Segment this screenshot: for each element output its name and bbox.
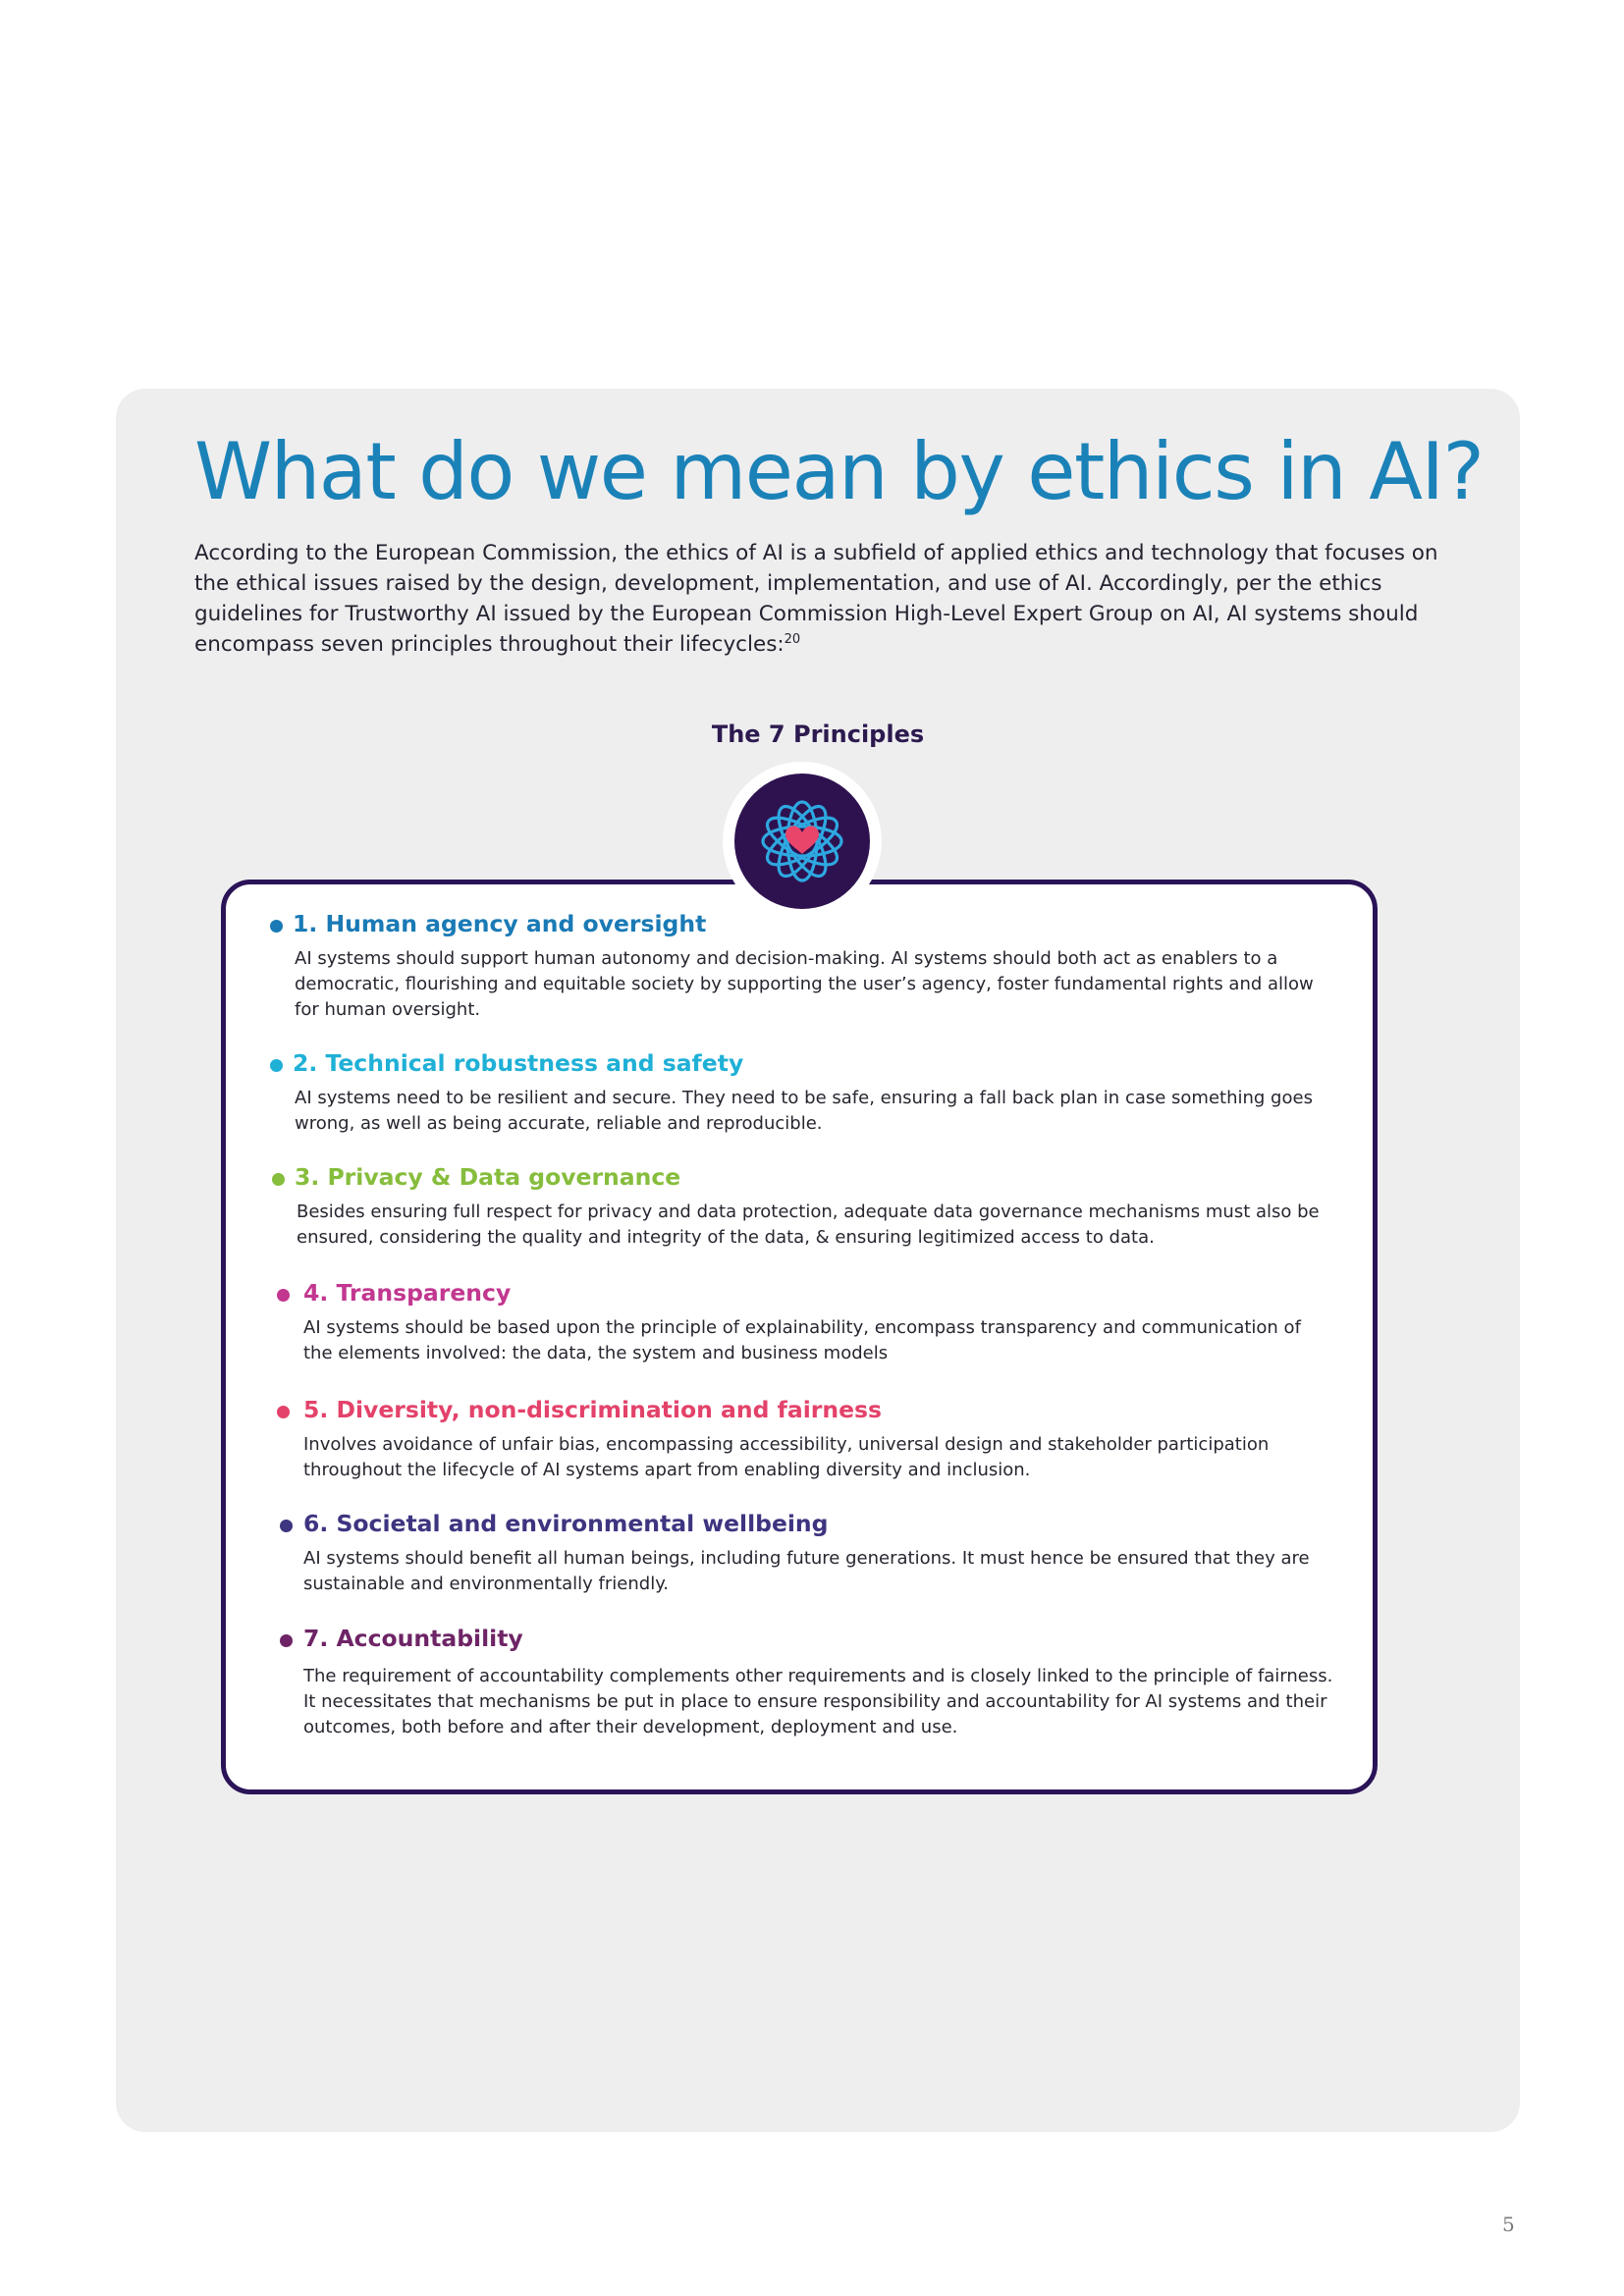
principle-title: 4. Transparency: [303, 1279, 512, 1307]
principle-description: AI systems should benefit all human beings, including future generations. It must hence be ensured that they are sustainable and environmentally friendly.: [303, 1548, 1310, 1594]
bullet-dot: [277, 1406, 290, 1418]
principle-description: AI systems should be based upon the principle of explainability, encompass transparency and communication of the elements involved: the data, the system and business models: [303, 1317, 1301, 1363]
principle-title: 7. Accountability: [303, 1625, 523, 1652]
principle-description: Besides ensuring full respect for privacy and data protection, adequate data governance mechanisms must also be ensured, considering the quality and integrity of the data, & ensuring legitimized access to data.: [297, 1201, 1320, 1248]
page-title: What do we mean by ethics in AI?: [194, 426, 1484, 517]
bullet-dot: [280, 1634, 293, 1647]
principle-title: 6. Societal and environmental wellbeing: [303, 1510, 829, 1537]
atom-heart-graphic: [753, 792, 851, 890]
principle-description: The requirement of accountability complements other requirements and is closely linked to the principle of fairness. It necessitates that mechanisms be put in place to ensure responsibility and accountability for AI systems and their outcomes, both before and after their development, deployment and use.: [303, 1666, 1333, 1737]
bullet-dot: [277, 1289, 290, 1302]
principles-card: [221, 880, 1378, 1794]
footnote-reference: 20: [784, 631, 801, 647]
content-panel: [116, 389, 1520, 2132]
atom-heart-icon: [734, 774, 870, 909]
principles-heading: The 7 Principles: [711, 721, 925, 748]
bullet-dot: [272, 1173, 285, 1186]
bullet-dot: [270, 920, 283, 933]
principle-title: 3. Privacy & Data governance: [295, 1163, 681, 1191]
principle-description: Involves avoidance of unfair bias, encompassing accessibility, universal design and stakeholder participation throughout the lifecycle of AI systems apart from enabling diversity and inclusion.: [303, 1434, 1270, 1480]
bullet-dot: [280, 1520, 293, 1532]
principle-title: 2. Technical robustness and safety: [293, 1049, 744, 1077]
principle-description: AI systems should support human autonomy and decision-making. AI systems should both act as enablers to a democratic, flourishing and equitable society by supporting the user’s agency, foster fundamental rights and allow for human oversight.: [295, 948, 1314, 1020]
page-number: 5: [1502, 2213, 1515, 2236]
principle-description: AI systems need to be resilient and secure. They need to be safe, ensuring a fall back plan in case something goes wrong, as well as being accurate, reliable and reproducible.: [295, 1088, 1313, 1134]
principle-title: 5. Diversity, non-discrimination and fairness: [303, 1396, 882, 1423]
bullet-dot: [270, 1059, 283, 1072]
intro-text: According to the European Commission, the ethics of AI is a subfield of applied ethics and technology that focuses on the ethical issues raised by the design, development, implementation, and use of AI. Accordingly, per the ethics guidelines for Trustworthy AI issued by the European Commission High-Level Expert Group on AI, AI systems should encompass seven principles throughout their lifecycles:: [194, 541, 1438, 657]
principle-title: 1. Human agency and oversight: [293, 910, 707, 937]
intro-paragraph: [194, 538, 1441, 660]
